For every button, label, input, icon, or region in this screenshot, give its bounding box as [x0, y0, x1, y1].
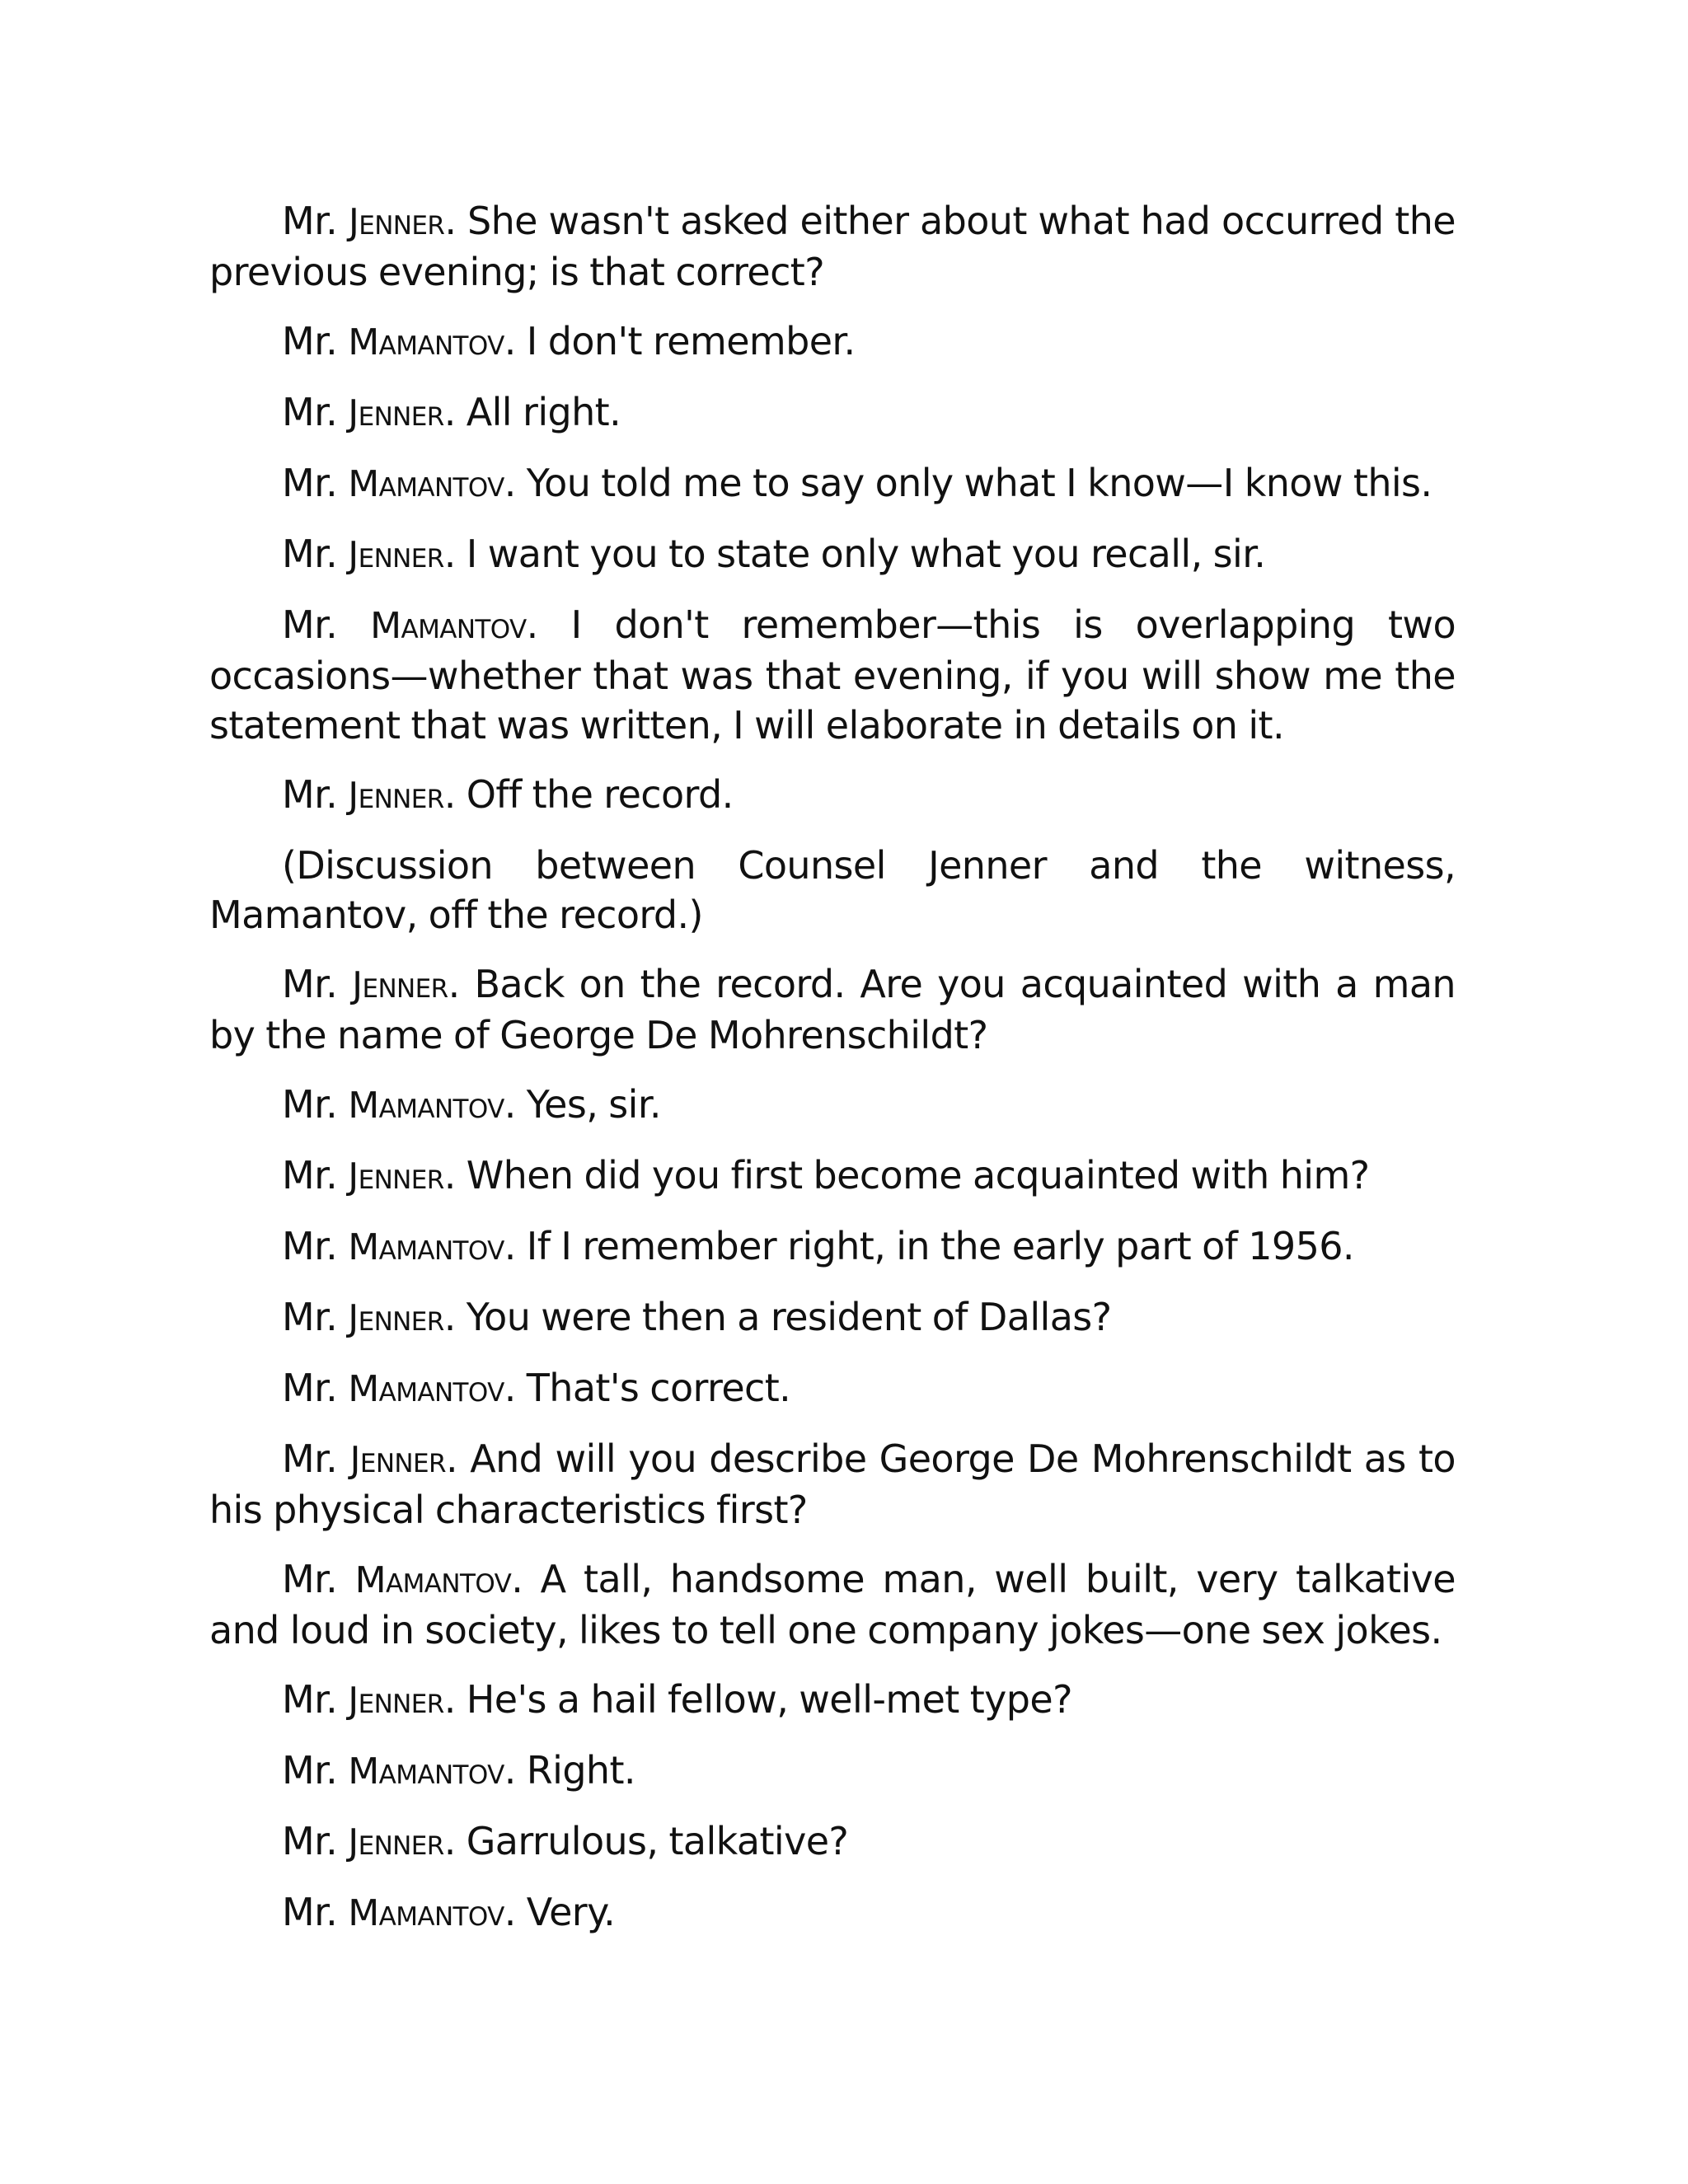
- transcript-paragraph: [209, 770, 1456, 821]
- speech-text: . If I remember right, in the early part of 1956.: [504, 1224, 1354, 1268]
- transcript-paragraph: [209, 1434, 1456, 1535]
- speaker-name: Mamantov: [354, 1559, 512, 1601]
- speech-text: . Garrulous, talkative?: [443, 1819, 849, 1863]
- transcript-paragraph: [209, 1816, 1456, 1868]
- speech-text: . You told me to say only what I know—I know this.: [504, 461, 1432, 505]
- transcript-paragraph: [209, 1746, 1456, 1797]
- speaker-title: Mr.: [282, 772, 349, 817]
- transcript-paragraph: [209, 1151, 1456, 1202]
- speaker-title: Mr.: [282, 1819, 349, 1863]
- speaker-title: Mr.: [282, 1890, 349, 1934]
- speaker-title: Mr.: [282, 199, 349, 243]
- speaker-title: Mr.: [282, 962, 353, 1006]
- speaker-title: Mr.: [282, 1436, 350, 1481]
- speaker-title: Mr.: [282, 1366, 349, 1410]
- speech-text: . Very.: [504, 1890, 616, 1934]
- speech-text: . A tall, handsome man, well built, very talkative and loud in society, likes to tell one company jokes—one sex jokes.: [209, 1557, 1456, 1652]
- speaker-title: Mr.: [282, 1557, 355, 1601]
- speaker-name: Mamantov: [348, 1226, 504, 1268]
- speech-text: . I don't remember.: [504, 319, 856, 363]
- speaker-name: Jenner: [348, 1680, 444, 1722]
- speaker-name: Jenner: [348, 534, 444, 576]
- transcript-page: [209, 196, 1456, 1938]
- transcript-paragraph: [209, 529, 1456, 580]
- transcript-paragraph: [209, 1554, 1456, 1655]
- speaker-title: Mr.: [282, 1677, 349, 1722]
- speaker-name: Mamantov: [348, 463, 504, 505]
- speaker-name: Jenner: [348, 775, 444, 817]
- speech-text: . You were then a resident of Dallas?: [443, 1295, 1112, 1339]
- transcript-paragraph: [209, 1675, 1456, 1726]
- transcript-paragraph: [209, 1363, 1456, 1414]
- speech-text: . Off the record.: [443, 772, 734, 817]
- speaker-name: Jenner: [348, 1821, 444, 1863]
- speaker-name: Mamantov: [348, 1085, 504, 1127]
- transcript-paragraph: [209, 1292, 1456, 1343]
- speaker-name: Mamantov: [348, 1892, 504, 1934]
- speech-text: . Yes, sir.: [504, 1082, 661, 1127]
- speaker-name: Mamantov: [348, 1750, 504, 1793]
- speaker-title: Mr.: [282, 1153, 349, 1197]
- speaker-name: Jenner: [349, 1439, 446, 1481]
- speech-text: . Back on the record. Are you acquainted with a man by the name of George De Mohrenschildt?: [209, 962, 1456, 1057]
- transcript-paragraph: [209, 316, 1456, 368]
- transcript-paragraph: [209, 1887, 1456, 1938]
- speaker-title: Mr.: [282, 532, 349, 576]
- speech-text: . That's correct.: [504, 1366, 791, 1410]
- speech-text: . All right.: [443, 390, 621, 434]
- speaker-name: Jenner: [348, 392, 444, 434]
- transcript-paragraph: [209, 600, 1456, 750]
- speaker-title: Mr.: [282, 1082, 349, 1127]
- speaker-title: Mr.: [282, 319, 349, 363]
- speech-text: . Right.: [504, 1748, 635, 1793]
- transcript-note: [209, 841, 1456, 940]
- transcript-paragraph: [209, 959, 1456, 1060]
- speaker-name: Mamantov: [348, 321, 504, 363]
- speaker-title: Mr.: [282, 1224, 349, 1268]
- transcript-paragraph: [209, 1221, 1456, 1272]
- speaker-name: Jenner: [348, 201, 445, 243]
- speaker-title: Mr.: [282, 1748, 349, 1793]
- transcript-paragraph: [209, 458, 1456, 509]
- transcript-paragraph: [209, 196, 1456, 297]
- off-record-note: (Discussion between Counsel Jenner and the witness, Mamantov, off the record.): [209, 843, 1456, 937]
- transcript-paragraph: [209, 387, 1456, 438]
- speaker-name: Jenner: [348, 1297, 444, 1339]
- speech-text: . And will you describe George De Mohrenschildt as to his physical characteristics first?: [209, 1436, 1456, 1532]
- speaker-name: Mamantov: [370, 605, 527, 647]
- speaker-title: Mr.: [282, 461, 349, 505]
- speaker-title: Mr.: [282, 1295, 349, 1339]
- speech-text: . When did you first become acquainted with him?: [443, 1153, 1370, 1197]
- speech-text: . I want you to state only what you recall, sir.: [443, 532, 1266, 576]
- speaker-name: Jenner: [352, 964, 448, 1006]
- speaker-title: Mr.: [282, 602, 371, 647]
- speech-text: . He's a hail fellow, well-met type?: [443, 1677, 1072, 1722]
- speech-text: . She wasn't asked either about what had occurred the previous evening; is that correct?: [209, 199, 1456, 294]
- speaker-title: Mr.: [282, 390, 349, 434]
- transcript-paragraph: [209, 1080, 1456, 1131]
- speech-text: . I don't remember—this is overlapping two occasions—whether that was that evening, if you will show me the statement that was written, I will elaborate in details on it.: [209, 602, 1456, 748]
- speaker-name: Mamantov: [348, 1368, 504, 1410]
- speaker-name: Jenner: [348, 1155, 444, 1197]
